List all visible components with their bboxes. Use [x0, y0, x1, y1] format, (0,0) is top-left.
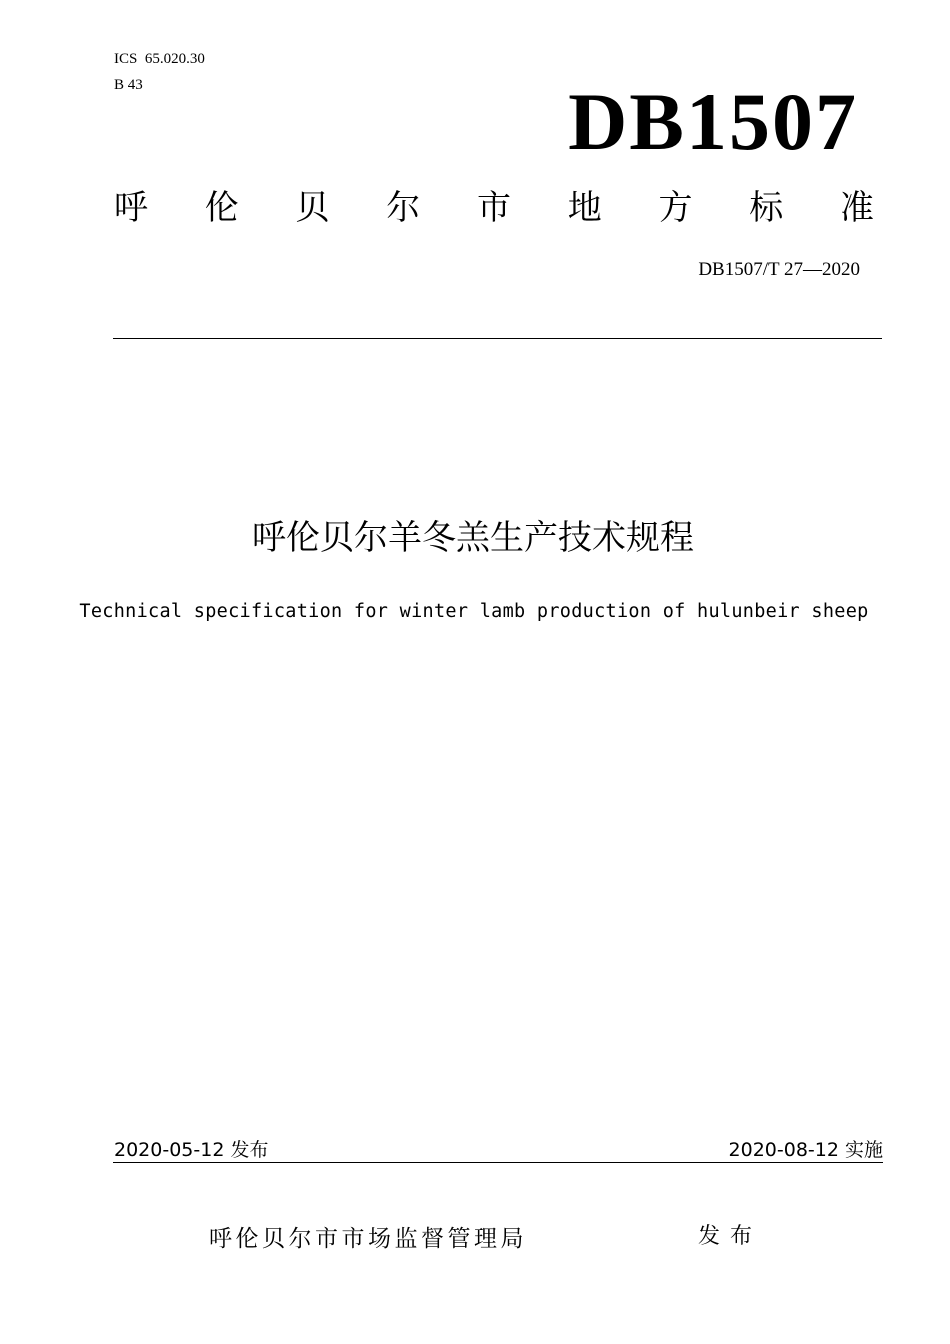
standard-type-char: 市 [477, 188, 511, 228]
standard-type-char: 呼 [114, 188, 148, 228]
ccs-classification: B 43 [114, 77, 143, 93]
standard-type-char: 地 [567, 188, 602, 228]
publish-date: 2020-05-12 发布 [114, 1139, 269, 1161]
standard-type-char: 方 [658, 188, 693, 228]
standard-number: DB1507/T 27—2020 [698, 259, 860, 280]
issue-label: 发布 [698, 1224, 763, 1249]
document-title-chinese: 呼伦贝尔羊冬羔生产技术规程 [252, 518, 694, 558]
standard-type-heading [114, 186, 874, 230]
document-title-english: Technical specification for winter lamb production of hulunbeir sheep [79, 601, 869, 622]
header-divider [113, 338, 882, 339]
footer-divider [113, 1162, 883, 1163]
standard-type-char: 标 [749, 188, 784, 228]
issuing-authority: 呼伦贝尔市市场监督管理局 [209, 1226, 527, 1252]
standard-type-char: 准 [840, 188, 874, 228]
standard-code-heading: DB1507 [568, 76, 858, 167]
ics-classification: ICS 65.020.30 [114, 51, 205, 67]
standard-type-char: 贝 [295, 188, 330, 228]
standard-type-char: 尔 [386, 188, 421, 228]
implementation-date: 2020-08-12 实施 [728, 1139, 883, 1161]
standard-type-char: 伦 [204, 188, 239, 228]
